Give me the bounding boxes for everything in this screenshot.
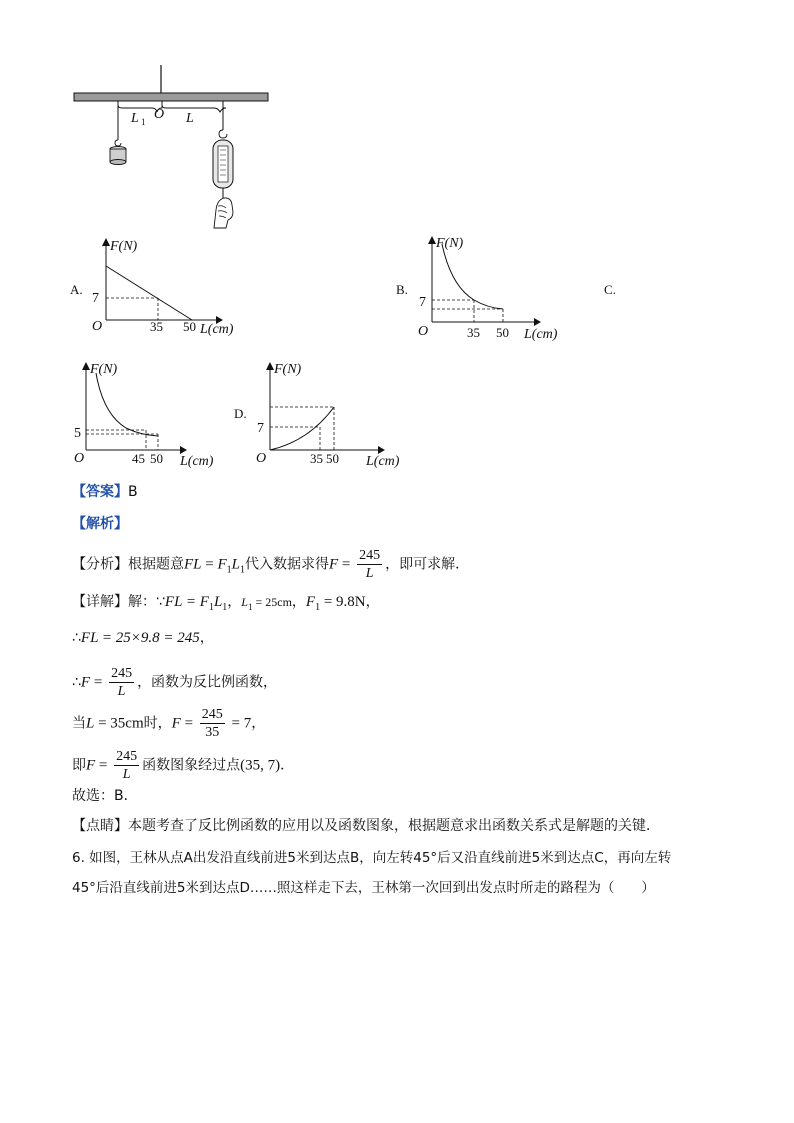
option-c-xtick-2: 50 [150,451,163,466]
step5-text-1: 即 [72,757,86,774]
fenxi-eq-rhs2-sub: 1 [240,564,245,576]
answer-tag: 【答案】 [72,484,128,500]
fenxi-text-3: ，即可求解． [385,556,470,573]
step5-line [72,748,294,783]
detail-l1-val: = 25cm [252,595,292,609]
step3-fraction [109,665,134,700]
step2-line [72,628,214,648]
fenxi-frac-num: 245 [359,548,381,563]
detail-f1-sub: 1 [315,601,321,613]
option-b-ylabel: F(N) [436,236,464,251]
fenxi-fraction [357,547,382,582]
detail-f1-val: = 9.8N [320,594,366,610]
option-b-origin: O [418,324,429,339]
step4-line [72,706,265,741]
option-a-xlabel: L(cm) [200,322,234,337]
option-a-xtick-1: 35 [150,319,163,334]
option-b-xtick-1: 35 [467,325,480,340]
option-a-xtick-2: 50 [183,319,196,334]
detail-comma-1: ， [227,594,242,610]
option-a-label: A. [70,282,83,297]
step3-frac-num: 245 [111,666,133,681]
detail-eq2: L [213,594,223,610]
detail-comma-2: ， [291,594,306,610]
step5-fraction [114,748,139,783]
option-a-ylabel: F(N) [110,239,138,254]
option-c-ytick: 5 [74,426,81,441]
right-arm-label: L [186,111,194,126]
pivot-label: O [154,107,165,122]
option-d-xtick-1: 35 [310,451,323,466]
option-c-origin: O [74,451,85,466]
left-arm-sub: 1 [141,117,146,127]
option-d-ylabel: F(N) [274,362,302,377]
left-arm-label: L [131,111,139,126]
step5-f: F [86,757,96,774]
answer-value: B [128,484,138,500]
q6-line-1: 6. 如图，王林从点A出发沿直线前进5米到达点B，向左转45°后又沿直线前进5米到达点C，再向左转 [72,850,672,866]
step3-frac-den: L [117,684,126,699]
therefore-icon: ∴ [72,630,81,646]
option-c-xtick-1: 45 [132,451,145,466]
detail-f1: F [305,594,316,610]
step5-frac-den: L [122,767,131,782]
detail-eq-sub: 1 [208,601,214,613]
step4-text-2: 时， [143,715,172,732]
fenxi-tag: 【分析】 [72,556,128,573]
detail-eq2-sub: 1 [222,601,228,613]
option-d-xtick-2: 50 [326,451,339,466]
option-a-origin: O [92,319,103,334]
step4-text-1: 当 [72,715,86,732]
fenxi-text-2: 代入数据求得 [245,556,329,573]
dianjing-text: 本题考查了反比例函数的应用以及函数图象，根据题意求出函数关系式是解题的关键． [128,818,660,834]
step2-end: ， [199,630,214,646]
option-d-label: D. [234,406,247,421]
lever-figure [70,60,275,230]
detail-l1-sub: 1 [247,601,253,612]
step2-expr: FL = 25×9.8 = 245 [80,630,200,646]
therefore-icon: ∴ [72,674,81,691]
step4-end: ， [251,715,266,732]
option-b-xtick-2: 50 [496,325,509,340]
option-d-origin: O [256,451,267,466]
detail-eq: FL = F [164,594,209,610]
step5-eq: = [95,757,112,774]
step4-l: L [86,715,95,732]
fenxi-eq-lhs: FL [184,556,202,573]
fenxi-f-lhs: F [329,556,339,573]
step4-f: F [171,715,181,732]
option-b-ytick: 7 [419,295,426,310]
option-b-label: B. [396,282,408,297]
step5-point: (35, 7) [240,757,281,774]
option-d-xlabel: L(cm) [366,454,400,468]
spring-scale-icon [213,140,233,198]
option-d-ytick: 7 [257,421,264,436]
detail-tag: 【详解】 [72,594,128,610]
step3-lhs: F [80,674,91,691]
fenxi-eq-sign: = [201,556,218,573]
choice-line: 故选：B． [72,788,138,804]
fenxi-text-1: 根据题意 [128,556,184,573]
option-c-chart [72,356,232,468]
option-c-label: C. [604,282,616,297]
step5-frac-num: 245 [116,749,138,764]
step3-text: ，函数为反比例函数， [137,674,278,691]
detail-comma-3: ， [365,594,380,610]
step3-line [72,665,277,700]
analysis-line [72,514,128,534]
fenxi-eq-rhs-sub: 1 [226,564,232,576]
step4-result: = 7 [227,715,252,732]
step4-frac-den: 35 [205,725,220,740]
step5-end: ． [280,757,295,774]
step3-eq: = [90,674,107,691]
step4-lval: = 35cm [94,715,144,732]
fenxi-eq-rhs2: L [231,556,240,573]
step4-fraction [200,706,225,741]
option-c-xlabel: L(cm) [180,454,214,468]
hand-icon [214,198,233,228]
option-b-xlabel: L(cm) [524,327,558,342]
detail-text-1: 解：∵ [128,594,165,610]
step4-eq: = [180,715,197,732]
option-c-ylabel: F(N) [90,362,118,377]
option-a-ytick: 7 [92,291,99,306]
option-a-chart [88,234,248,340]
detail-line [72,592,380,618]
detail-l1: L [241,595,248,609]
q6-line-2: 45°后沿直线前进5米到达点D……照这样走下去，王林第一次回到出发点时所走的路程为（ ） [72,880,655,896]
option-b-chart [416,230,576,342]
fenxi-f-eq: = [338,556,355,573]
answer-line [72,482,138,502]
step4-frac-num: 245 [201,707,223,722]
fenxi-line [72,547,469,582]
step5-text-2: 函数图象经过点 [142,757,241,774]
fenxi-frac-den: L [365,566,374,581]
weight-icon [110,147,126,165]
dianjing-tag: 【点睛】 [72,818,128,834]
dianjing-line [72,816,660,836]
option-d-chart [254,356,414,468]
fenxi-eq-rhs: F [217,556,227,573]
analysis-tag: 【解析】 [72,516,128,532]
